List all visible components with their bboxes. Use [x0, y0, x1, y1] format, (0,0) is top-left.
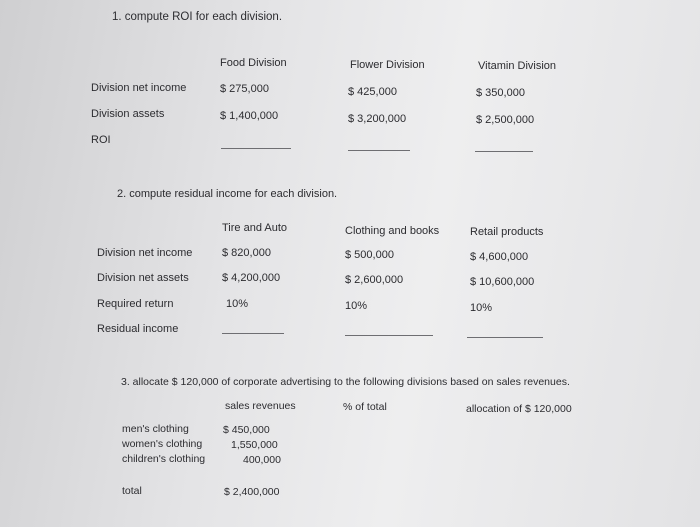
q2-row-label-net-assets: Division net assets: [97, 272, 189, 284]
q2-clothing-net-income: $ 500,000: [345, 249, 394, 261]
q2-clothing-net-assets: $ 2,600,000: [345, 274, 404, 286]
q2-tire-required-return: 10%: [226, 298, 249, 310]
q1-row-label-assets: Division assets: [91, 108, 165, 120]
q2-heading: 2. compute residual income for each division.: [117, 188, 338, 200]
q2-clothing-residual-blank: [345, 335, 433, 336]
q2-tire-net-income: $ 820,000: [222, 247, 271, 259]
q1-food-net-income: $ 275,000: [220, 83, 269, 95]
q2-col-clothing-books: Clothing and books: [345, 225, 440, 237]
q1-col-vitamin: Vitamin Division: [478, 60, 557, 72]
q1-row-label-roi: ROI: [91, 134, 111, 146]
q3-col-percent-total: % of total: [343, 401, 387, 413]
q1-flower-roi-blank: [348, 150, 410, 151]
q3-heading: 3. allocate $ 120,000 of corporate advertising to the following divisions based on sales revenues.: [121, 376, 570, 388]
q3-col-sales-revenues: sales revenues: [225, 400, 296, 412]
q2-tire-residual-blank: [222, 333, 284, 334]
q3-womens-sales: 1,550,000: [231, 439, 278, 451]
q2-row-label-net-income: Division net income: [97, 247, 193, 259]
q2-col-tire-auto: Tire and Auto: [222, 222, 288, 234]
q3-childrens-sales: 400,000: [243, 454, 281, 466]
q3-total-sales: $ 2,400,000: [224, 486, 280, 498]
q1-vitamin-net-income: $ 350,000: [476, 87, 525, 99]
q3-mens-sales: $ 450,000: [223, 424, 270, 436]
q2-tire-net-assets: $ 4,200,000: [222, 272, 281, 284]
q1-col-flower: Flower Division: [350, 59, 425, 71]
q3-row-label-womens: women's clothing: [122, 438, 203, 450]
q2-retail-residual-blank: [467, 337, 543, 338]
q1-food-assets: $ 1,400,000: [220, 110, 279, 122]
q1-flower-net-income: $ 425,000: [348, 86, 397, 98]
q3-row-label-childrens: children's clothing: [122, 453, 206, 465]
q1-row-label-net-income: Division net income: [91, 82, 187, 94]
q2-row-label-required-return: Required return: [97, 298, 174, 310]
q2-retail-net-assets: $ 10,600,000: [470, 276, 535, 288]
q2-retail-required-return: 10%: [470, 302, 493, 314]
q1-flower-assets: $ 3,200,000: [348, 113, 407, 125]
q3-col-allocation: allocation of $ 120,000: [466, 403, 572, 415]
q1-vitamin-roi-blank: [475, 151, 533, 152]
q1-col-food: Food Division: [220, 57, 287, 69]
q2-clothing-required-return: 10%: [345, 300, 368, 312]
q2-retail-net-income: $ 4,600,000: [470, 251, 529, 263]
q2-row-label-residual-income: Residual income: [97, 323, 179, 335]
q2-col-retail: Retail products: [470, 226, 544, 238]
q3-row-label-mens: men's clothing: [122, 423, 189, 435]
q1-heading: 1. compute ROI for each division.: [112, 11, 283, 23]
q3-total-label: total: [122, 485, 142, 497]
q1-food-roi-blank: [221, 148, 291, 149]
q1-vitamin-assets: $ 2,500,000: [476, 114, 535, 126]
